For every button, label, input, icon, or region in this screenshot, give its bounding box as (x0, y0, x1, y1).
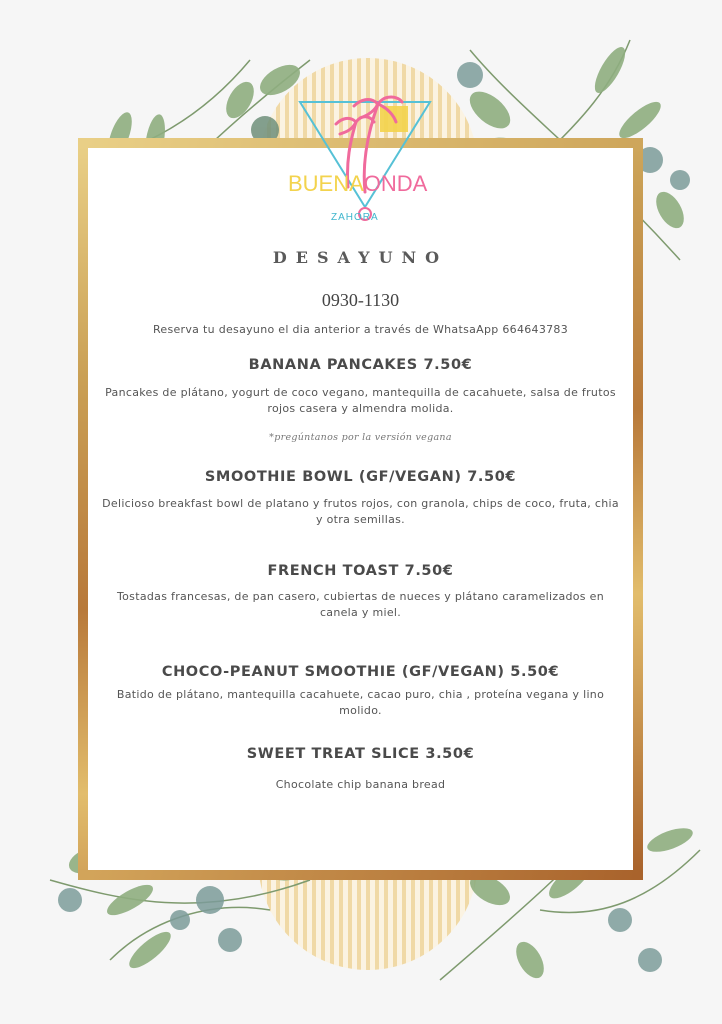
menu-item-description: Tostadas francesas, de pan casero, cubiertas de nueces y plátano caramelizados en canela y miel. (117, 590, 604, 619)
menu-hours: 0930-1130 (321, 290, 400, 310)
menu-item-description: Delicioso breakfast bowl de platano y frutos rojos, con granola, chips de coco, fruta, chia y otra semillas. (102, 497, 619, 526)
brand-logo-text (288, 173, 427, 195)
brand-name-part1: BUENA (288, 171, 364, 196)
menu-item-name: SMOOTHIE BOWL (GF/VEGAN) 7.50€ (204, 469, 517, 485)
menu-item-name: FRENCH TOAST 7.50€ (267, 563, 454, 579)
menu-item-description: Batido de plátano, mantequilla cacahuete, cacao puro, chia , proteína vegana y lino molido. (116, 688, 605, 717)
menu-item-description: Chocolate chip banana bread (275, 778, 446, 791)
palm-tree-logo-icon (270, 92, 460, 232)
menu-title: DESAYUNO (272, 248, 449, 267)
menu-item-description: Pancakes de plátano, yogurt de coco vegano, mantequilla de cacahuete, salsa de frutos rojos casera y almendra molida. (105, 386, 616, 415)
brand-location: ZAHORA (331, 212, 379, 223)
brand-name-part2: ONDA (363, 171, 428, 196)
menu-item-name: BANANA PANCAKES 7.50€ (248, 357, 473, 373)
booking-note: Reserva tu desayuno el dia anterior a través de WhatsaApp 664643783 (152, 323, 569, 336)
menu-item-name: SWEET TREAT SLICE 3.50€ (246, 746, 475, 762)
menu-item-name: CHOCO-PEANUT SMOOTHIE (GF/VEGAN) 5.50€ (161, 664, 560, 680)
vegan-note: *pregúntanos por la versión vegana (269, 432, 452, 443)
